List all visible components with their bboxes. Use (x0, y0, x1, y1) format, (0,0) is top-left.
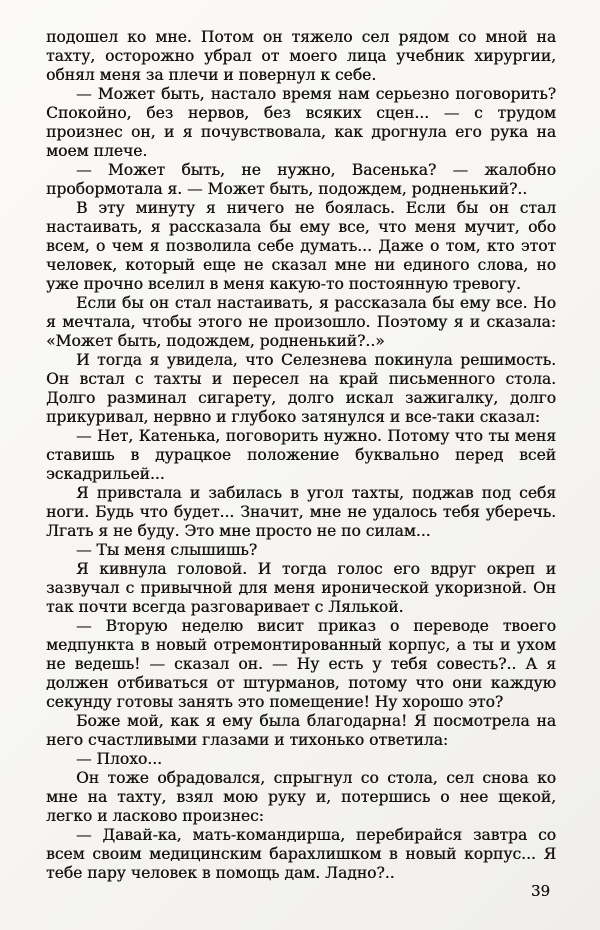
page-text (46, 28, 556, 883)
paragraph: В эту минуту я ничего не боялась. Если бы он стал настаивать, я рассказала бы ему все, что меня мучит, обо всем, о чем я позволила себе думать... Даже о том, кто этот человек, который еще не сказал мне ни единого слова, но уже прочно вселил в меня какую-то постоянную тревогу. (46, 199, 556, 293)
paragraph: — Вторую неделю висит приказ о переводе твоего медпункта в новый отремонтированный корпус, а ты и ухом не ведешь! — сказал он. — Ну есть у тебя совесть?.. А я должен отбиваться от штурманов, потому что они каждую секунду готовы занять это помещение! Ну хорошо это? (46, 617, 556, 711)
paragraph: — Ты меня слышишь? (76, 541, 258, 559)
paragraph: — Плохо... (76, 750, 162, 768)
paragraph: — Может быть, не нужно, Васенька? — жалобно пробормотала я. — Может быть, подождем, родненький?.. (46, 161, 556, 198)
page-number: 39 (530, 882, 550, 900)
paragraph: — Может быть, настало время нам серьезно поговорить? Спокойно, без нервов, без всяких сцен... — с трудом произнес он, и я почувствовала, как дрогнула его рука на моем плече. (46, 85, 556, 160)
paragraph: — Давай-ка, мать-командирша, перебирайся завтра со всем своим медицинским барахлишком в новый корпус... Я тебе пару человек в помощь дам. Ладно?.. (46, 826, 556, 882)
paragraph: Я кивнула головой. И тогда голос его вдруг окреп и зазвучал с привычной для меня иронической укоризной. Он так почти всегда разговаривает с Лялькой. (46, 560, 556, 616)
paragraph: И тогда я увидела, что Селезнева покинула решимость. Он встал с тахты и пересел на край письменного стола. Долго разминал сигарету, долго искал зажигалку, долго прикуривал, нервно и глубоко затянулся и все-таки сказал: (46, 351, 556, 426)
paragraph: Он тоже обрадовался, спрыгнул со стола, сел снова ко мне на тахту, взял мою руку и, потершись о нее щекой, легко и ласково произнес: (46, 769, 556, 825)
paragraph: Боже мой, как я ему была благодарна! Я посмотрела на него счастливыми глазами и тихонько ответила: (46, 712, 556, 749)
paragraph: подошел ко мне. Потом он тяжело сел рядом со мной на тахту, осторожно убрал от моего лица учебник хирургии, обнял меня за плечи и повернул к себе. (46, 28, 556, 84)
paragraph: — Нет, Катенька, поговорить нужно. Потому что ты меня ставишь в дурацкое положение буквально перед всей эскадрильей... (46, 427, 556, 483)
paragraph: Я привстала и забилась в угол тахты, поджав под себя ноги. Будь что будет... Значит, мне не удалось тебя уберечь. Лгать я не буду. Это мне просто не по силам... (46, 484, 556, 540)
paragraph: Если бы он стал настаивать, я рассказала бы ему все. Но я мечтала, чтобы этого не произошло. Поэтому я и сказала: «Может быть, подождем, родненький?..» (46, 294, 556, 350)
